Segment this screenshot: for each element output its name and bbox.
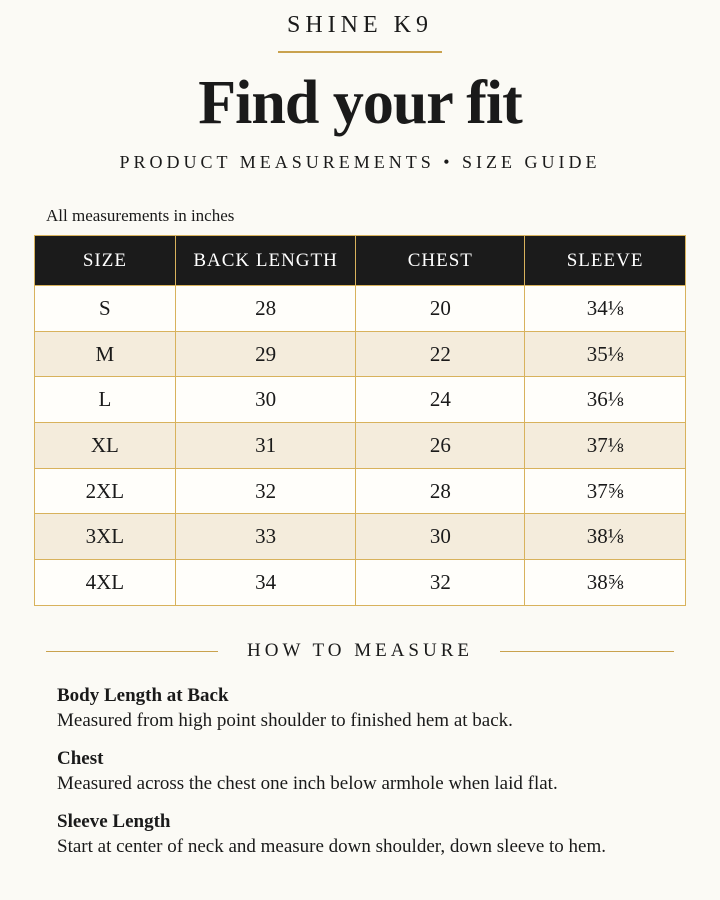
cell-size: 3XL	[35, 514, 176, 560]
page-title: Find your fit	[198, 69, 522, 137]
cell-back-length: 31	[175, 423, 356, 469]
cell-chest: 20	[356, 286, 525, 332]
cell-sleeve: 37⅝	[525, 468, 686, 514]
definition-item	[57, 747, 697, 796]
header-size: SIZE	[35, 236, 176, 286]
size-chart-table	[34, 235, 686, 606]
cell-size: 2XL	[35, 468, 176, 514]
table-row	[35, 331, 686, 377]
definition-item	[57, 684, 697, 733]
cell-chest: 22	[356, 331, 525, 377]
definition-text: Measured from high point shoulder to finished hem at back.	[57, 710, 513, 731]
cell-sleeve: 38⅛	[525, 514, 686, 560]
table-row	[35, 468, 686, 514]
cell-size: L	[35, 377, 176, 423]
definition-title: Body Length at Back	[57, 685, 229, 706]
definition-text: Measured across the chest one inch below armhole when laid flat.	[57, 773, 558, 794]
header-back-length: BACK LENGTH	[175, 236, 356, 286]
how-to-measure-heading: HOW TO MEASURE	[247, 640, 473, 661]
table-header-row	[35, 236, 686, 286]
section-divider-right	[500, 651, 674, 652]
units-note: All measurements in inches	[46, 206, 235, 225]
table-row	[35, 560, 686, 606]
page-subtitle: PRODUCT MEASUREMENTS • SIZE GUIDE	[119, 152, 601, 172]
brand-name: SHINE K9	[287, 12, 433, 38]
cell-sleeve: 38⅝	[525, 560, 686, 606]
definition-title: Sleeve Length	[57, 811, 171, 832]
cell-size: XL	[35, 423, 176, 469]
cell-chest: 26	[356, 423, 525, 469]
cell-chest: 30	[356, 514, 525, 560]
definition-item	[57, 810, 697, 859]
cell-chest: 32	[356, 560, 525, 606]
definition-text: Start at center of neck and measure down shoulder, down sleeve to hem.	[57, 836, 607, 857]
cell-back-length: 29	[175, 331, 356, 377]
header-sleeve: SLEEVE	[525, 236, 686, 286]
cell-size: M	[35, 331, 176, 377]
cell-back-length: 33	[175, 514, 356, 560]
table-row	[35, 377, 686, 423]
cell-sleeve: 35⅛	[525, 331, 686, 377]
header-chest: CHEST	[356, 236, 525, 286]
cell-back-length: 32	[175, 468, 356, 514]
cell-sleeve: 34⅛	[525, 286, 686, 332]
table-row	[35, 423, 686, 469]
cell-back-length: 34	[175, 560, 356, 606]
table-row	[35, 286, 686, 332]
definition-title: Chest	[57, 748, 104, 769]
brand-underline	[278, 51, 442, 53]
cell-chest: 28	[356, 468, 525, 514]
cell-chest: 24	[356, 377, 525, 423]
cell-back-length: 30	[175, 377, 356, 423]
table-row	[35, 514, 686, 560]
measurement-definitions	[57, 684, 697, 873]
cell-back-length: 28	[175, 286, 356, 332]
cell-sleeve: 37⅛	[525, 423, 686, 469]
cell-size: 4XL	[35, 560, 176, 606]
cell-size: S	[35, 286, 176, 332]
cell-sleeve: 36⅛	[525, 377, 686, 423]
